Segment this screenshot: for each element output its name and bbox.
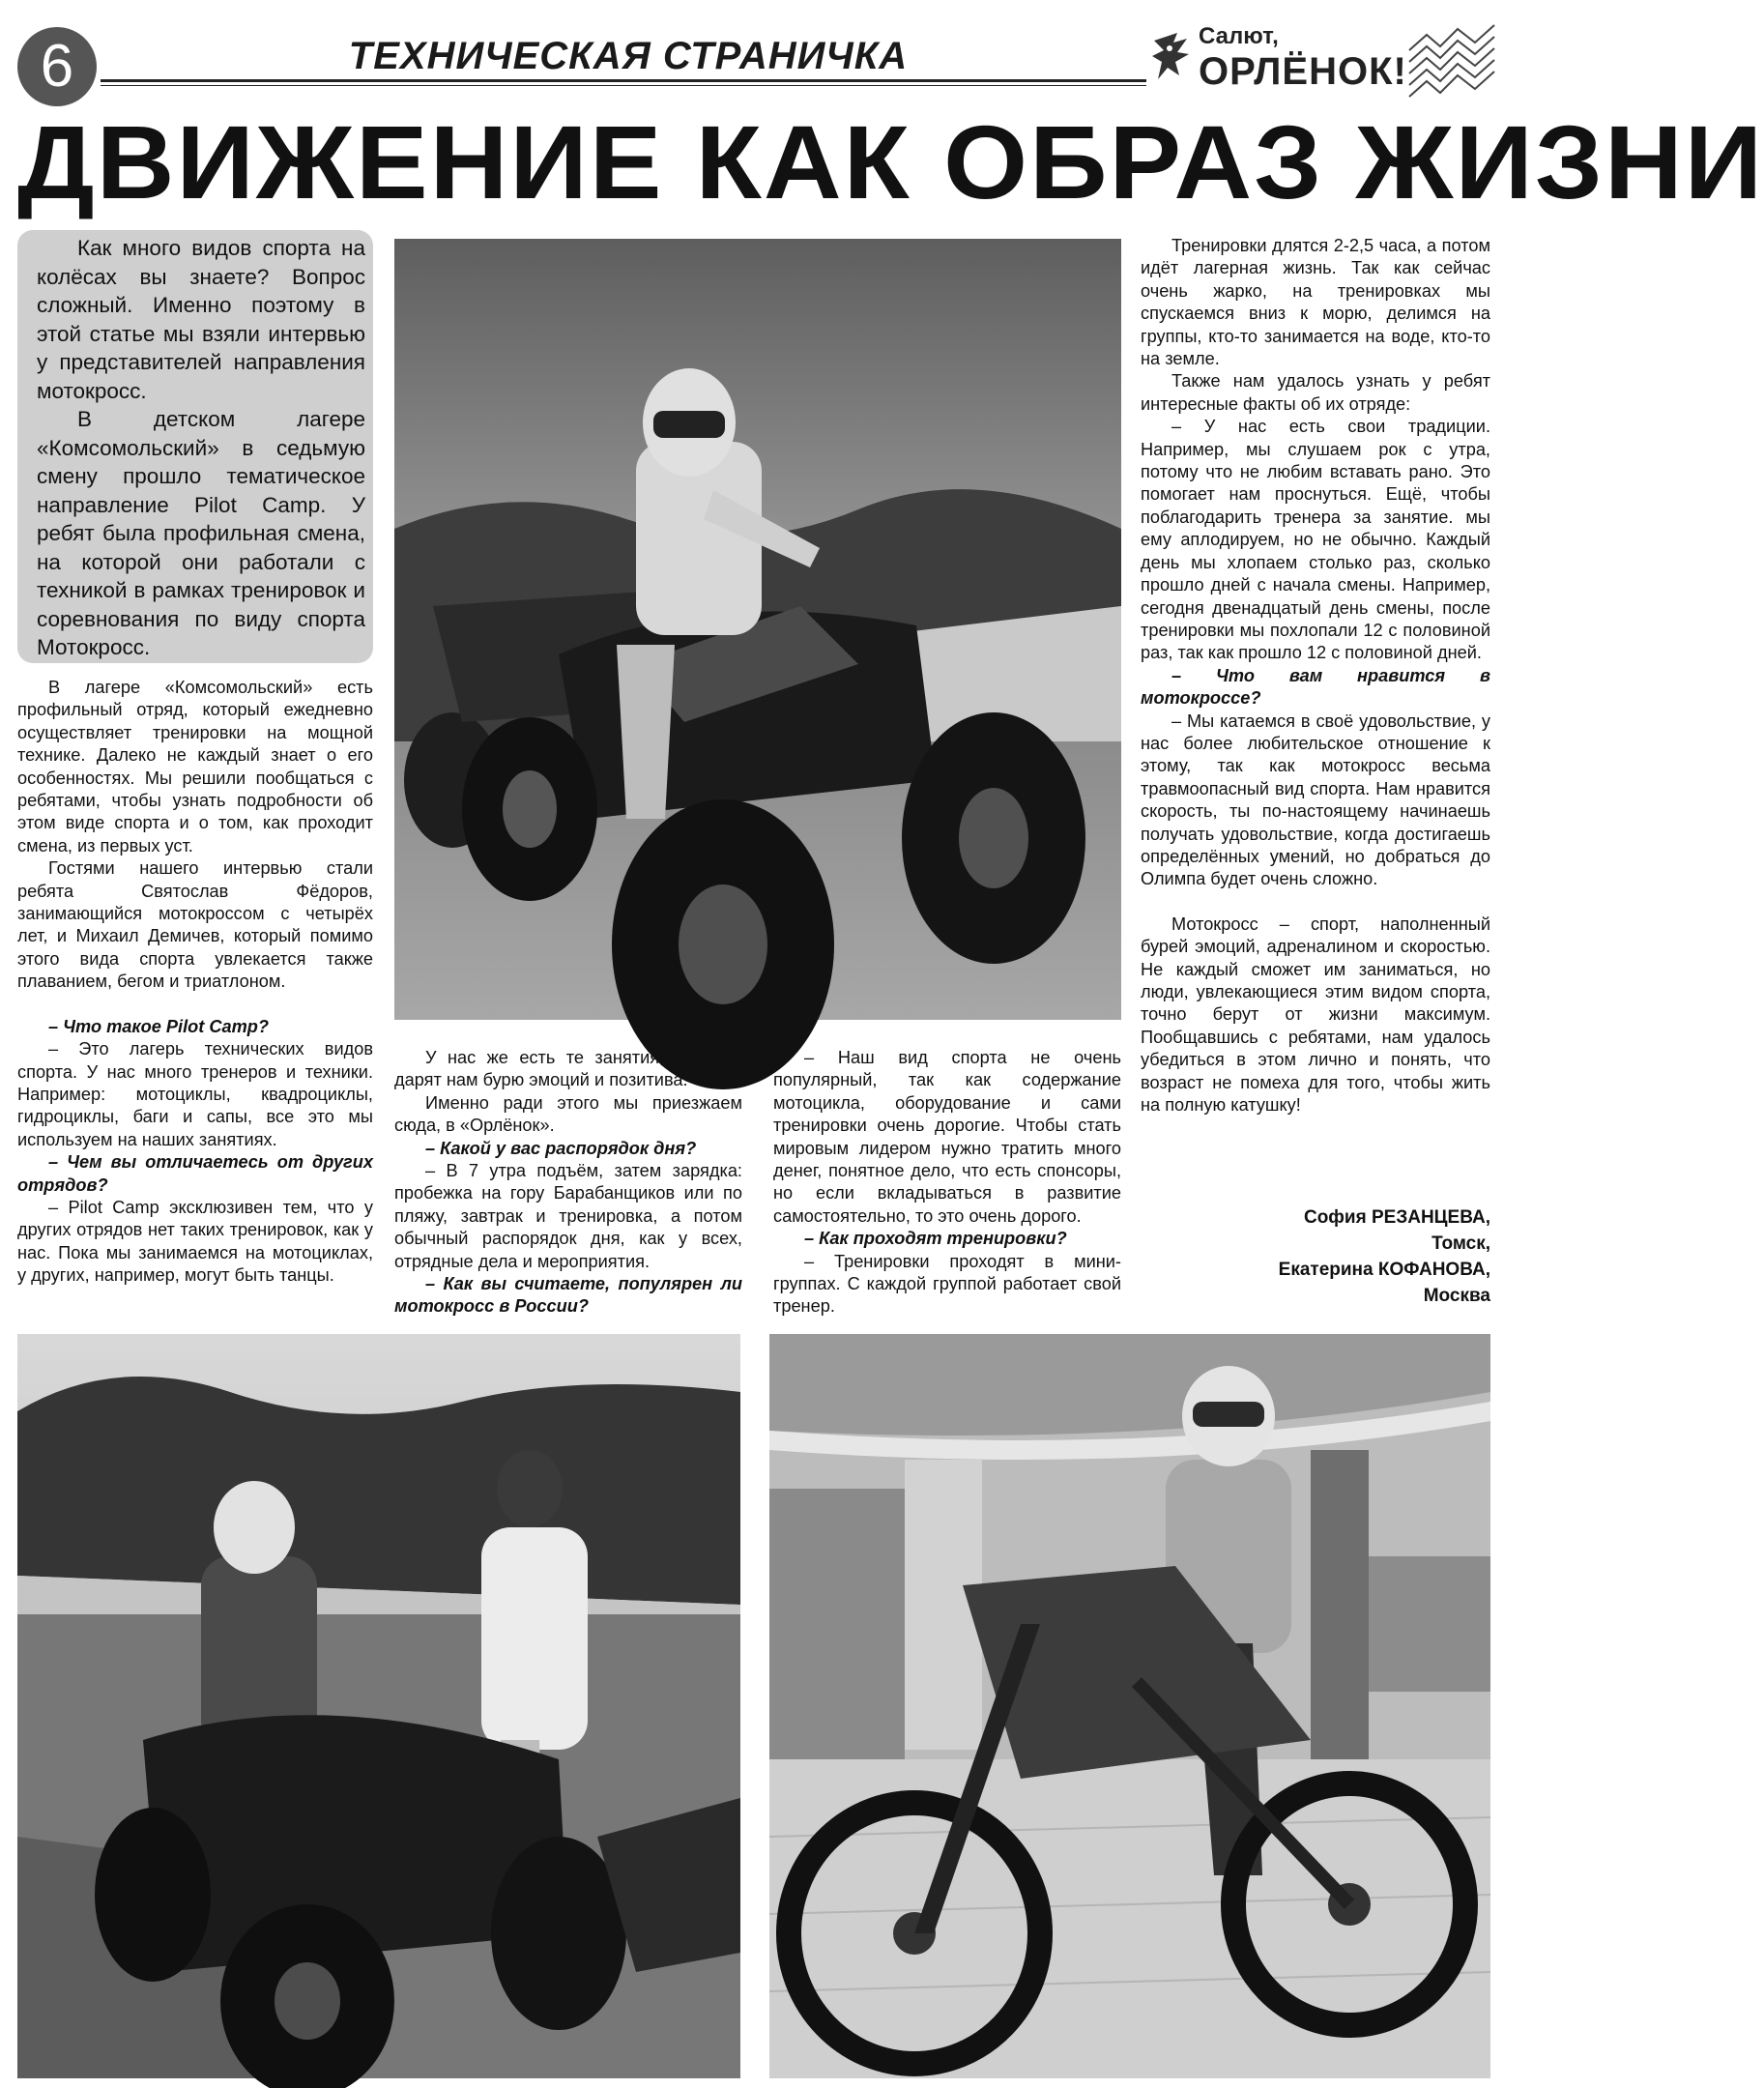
newspaper-logo xyxy=(1148,21,1496,104)
article-column-2 xyxy=(394,1047,742,1319)
body-paragraph: В лагере «Комсомольский» есть профильный отряд, который ежедневно осуществляет тренировки на мощной технике. Далеко не каждый знает о его особенностях. Мы решили пообщаться с ребятами, чтобы узнать подробности об этом виде спорта и о том, как проходит смена, из первых уст. xyxy=(17,678,373,856)
article-column-4 xyxy=(1141,235,1490,1116)
logo-main-text: ОРЛЁНОК! xyxy=(1199,50,1407,93)
interview-answer: – Наш вид спорта не очень популярный, так как содержание мотоцикла, оборудование и сами тренировки очень дорогие. Чтобы стать мировым лидером нужно тратить много денег, понятное дело, что есть спонсоры, но если вкладываться в развитие самостоятельно, то это очень дорого. xyxy=(773,1048,1121,1226)
body-paragraph: Мотокросс – спорт, наполненный бурей эмоций, адреналином и скоростью. Не каждый сможет им заниматься, но люди, увлекающиеся этим видом спорта, точно берут от жизни максимум. Пообщавшись с ребятами, нам удалось убедиться в этом лично и понять, что возраст не помеха для того, чтобы жить на полную катушку! xyxy=(1141,914,1490,1116)
interview-question: – Как проходят тренировки? xyxy=(804,1229,1067,1249)
interview-question: – Какой у вас распорядок дня? xyxy=(425,1138,697,1158)
interview-answer: – Pilot Camp эксклюзивен тем, что у других отрядов нет таких тренировок, как у нас. Пока мы занимаемся на мотоциклах, у других, например, могут быть танцы. xyxy=(17,1197,373,1286)
author-city: Москва xyxy=(1423,1286,1490,1306)
body-paragraph: Гостями нашего интервью стали ребята Святослав Фёдоров, занимающийся мотокроссом с четырёх лет, и Михаил Демичев, который помимо этого вида спорта увлекается также плаванием, бегом и триатлоном. xyxy=(17,858,373,992)
lead-paragraph: Как много видов спорта на колёсах вы знаете? Вопрос сложный. Именно поэтому в этой статье мы взяли интервью у представителей направления мотокросс. xyxy=(37,236,365,403)
page-number: 6 xyxy=(17,27,97,106)
interview-answer: – Тренировки проходят в мини-группах. С каждой группой работает свой тренер. xyxy=(773,1251,1121,1317)
author-line: Екатерина КОФАНОВА, xyxy=(1278,1260,1490,1280)
body-paragraph: Тренировки длятся 2-2,5 часа, а потом идёт лагерная жизнь. Так как сейчас очень жарко, на тренировках мы спускаемся вниз к морю, делимся на группы, кто-то занимается на воде, кто-то на земле. xyxy=(1141,236,1490,369)
interview-answer: – В 7 утра подъём, затем зарядка: пробежка на гору Барабанщиков или по пляжу, завтрак и тренировка, а потом обычный распорядок дня, как у всех, отрядные дела и мероприятия. xyxy=(394,1161,742,1271)
photo-rider-and-girl xyxy=(17,1334,740,2078)
header-rule-thin xyxy=(101,85,1146,86)
article-column-3 xyxy=(773,1047,1121,1319)
body-paragraph: У нас же есть те занятия, которые дарят нам бурю эмоций и позитива. xyxy=(394,1048,742,1090)
mountain-pattern-icon xyxy=(1407,21,1496,108)
lead-text xyxy=(37,234,365,662)
interview-question: – Что вам нравится в мотокроссе? xyxy=(1141,665,1490,709)
lead-box xyxy=(17,230,373,663)
body-paragraph: Также нам удалось узнать у ребят интересные факты об их отряде: xyxy=(1141,371,1490,414)
headline: ДВИЖЕНИЕ КАК ОБРАЗ ЖИЗНИ xyxy=(17,103,1764,220)
interview-question: – Чем вы отличаетесь от других отрядов? xyxy=(17,1152,373,1195)
section-title: ТЕХНИЧЕСКАЯ СТРАНИЧКА xyxy=(348,35,909,77)
article-column-1 xyxy=(17,677,373,1288)
author-signature xyxy=(1199,1204,1490,1309)
photo-rider-on-dirt-bike xyxy=(769,1334,1490,2078)
eagle-logo-icon xyxy=(1148,29,1195,87)
logo-top-text: Салют, xyxy=(1199,23,1279,49)
photo-kid-on-quad xyxy=(394,239,1121,1020)
body-paragraph: Именно ради этого мы приезжаем сюда, в «Орлёнок». xyxy=(394,1092,742,1136)
interview-question: – Что такое Pilot Camp? xyxy=(48,1016,270,1036)
interview-question: – Как вы считаете, популярен ли мотокросс в России? xyxy=(394,1274,742,1317)
author-line: София РЕЗАНЦЕВА, xyxy=(1303,1207,1490,1228)
interview-answer: – Это лагерь технических видов спорта. У нас много тренеров и техники. Например: мотоциклы, квадроциклы, гидроциклы, баги и сапы, все это мы используем на наших занятиях. xyxy=(17,1039,373,1149)
interview-answer: – Мы катаемся в своё удовольствие, у нас более любительское отношение к этому, так как мотокросс весьма травмоопасный вид спорта. Нам нравится скорость, ты по-настоящему начинаешь получать удовольствие, когда достигаешь определённых умений, но добраться до Олимпа будет очень сложно. xyxy=(1141,710,1490,889)
body-paragraph: – У нас есть свои традиции. Например, мы слушаем рок с утра, потому что не любим вставать рано. Это помогает нам проснуться. Ещё, чтобы поблагодарить тренера за занятие. мы ему аплодируем, но не обычно. Каждый день мы хлопаем столько раз, сколько прошло дней с начала смены. Например, сегодня двенадцатый день смены, после тренировки мы похлопали 12 с половиной раз, так как прошло 12 с половиной дней. xyxy=(1141,417,1490,663)
author-city: Томск, xyxy=(1431,1233,1490,1254)
lead-paragraph: В детском лагере «Комсомольский» в седьмую смену прошло тематическое направление Pilot Camp. У ребят была профильная смена, на которой они работали с техникой в рамках тренировок и соревнования по виду спорта Мотокросс. xyxy=(37,407,365,659)
